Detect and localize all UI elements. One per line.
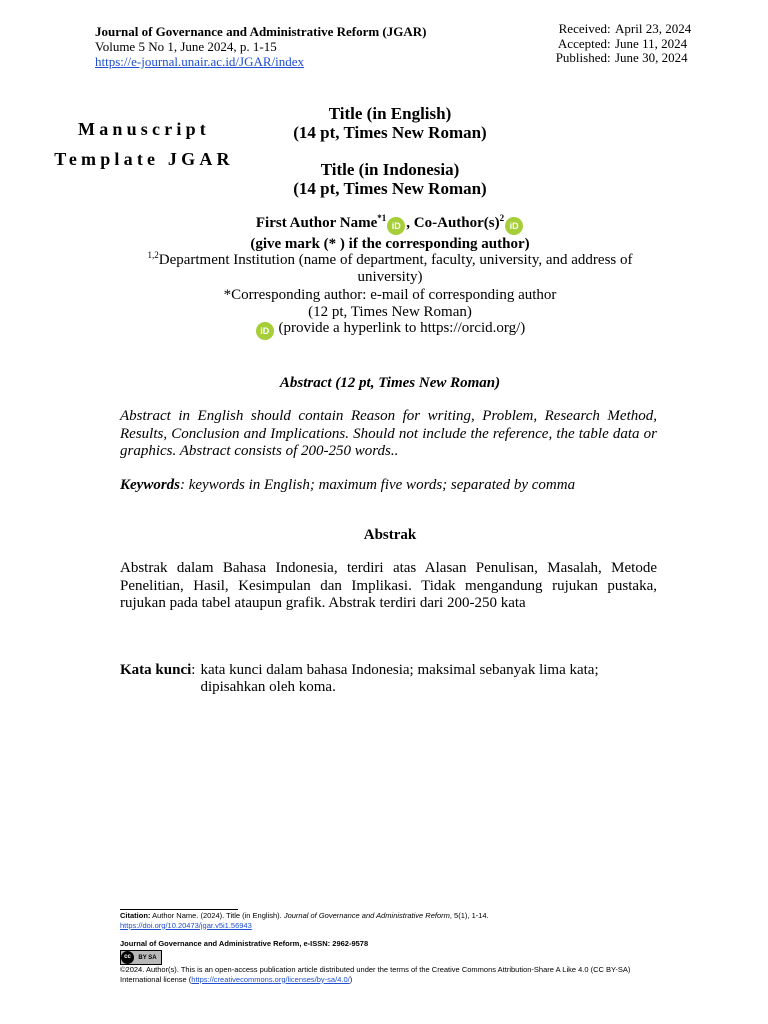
kata-kunci-label: Kata kunci xyxy=(120,662,192,678)
abstrak-body: Abstrak dalam Bahasa Indonesia, terdiri atas Alasan Penulisan, Masalah, Metode Penelitian, Hasil, Kesimpulan dan Implikasi. Tidak mengandung rujukan pustaka, rujukan pada tabel ataupun grafik. Abstrak terdiri dari 200-250 kata xyxy=(120,560,657,611)
footnote-divider xyxy=(120,909,238,910)
keywords-label: Keywords xyxy=(120,477,180,493)
kata-kunci: Kata kunci : kata kunci dalam bahasa Indonesia; maksimal sebanyak lima kata; dipisahkan oleh koma. xyxy=(120,662,660,696)
first-author-name: First Author Name xyxy=(255,215,378,231)
title-indonesia: Title (in Indonesia) (14 pt, Times New Roman) xyxy=(293,160,487,198)
corresponding-mark-note: (give mark (* ) if the corresponding author) xyxy=(250,236,530,252)
published-date: Published : June 30, 2024 xyxy=(555,50,688,65)
kata-kunci-text: kata kunci dalam bahasa Indonesia; maksimal sebanyak lima kata; dipisahkan oleh koma. xyxy=(200,662,599,695)
title-english: Title (in English) (14 pt, Times New Roman) xyxy=(293,104,487,142)
orcid-icon[interactable]: iD xyxy=(505,217,523,235)
issn-line: Journal of Governance and Administrative Reform, e-ISSN: 2962-9578 xyxy=(120,939,369,948)
abstrak-heading: Abstrak xyxy=(363,527,417,543)
keywords-text: : keywords in English; maximum five words; separated by comma xyxy=(180,477,576,493)
affiliation: $^{1,2}$Department Institution (name of department, faculty, university, and address of university) xyxy=(147,250,633,285)
author-line: First Author Name$^{*1}$iD , $Co-Author(s)^2iD$ xyxy=(120,214,660,235)
journal-name: Journal of Governance and Administrative Reform (JGAR) xyxy=(95,24,427,39)
journal-url-link[interactable]: https://e-journal.unair.ac.id/JGAR/index xyxy=(95,54,305,69)
journal-header xyxy=(95,24,426,69)
doi-link[interactable]: https://doi.org/10.20473/jgar.v5i1.56943 xyxy=(120,920,252,930)
license-text: ©2024. Author(s). This is an open-access publication article distributed under the terms of the Creative Commons Attribution-Share A Like 4.0 (CC BY-SA) International license (https://creativecommons.org/licenses/by-sa/4.0/) xyxy=(120,965,631,984)
volume-info: Volume 5 No 1, June 2024, p. 1-15 xyxy=(95,39,277,54)
orcid-icon[interactable]: iD xyxy=(256,322,274,340)
citation: Citation: Author Name. (2024). Title (in English). Journal of Governance and Administrative Reform, 5(1), 1-14. https://doi.org/10.20473/jgar.v5i1.56943 xyxy=(120,911,489,930)
co-author-name: , Co-Author(s) xyxy=(406,215,500,231)
publication-dates xyxy=(542,22,691,66)
accepted-date: Accepted : June 11, 2024 xyxy=(557,35,688,51)
keywords xyxy=(120,477,660,494)
cc-license-icon[interactable]: cc BY SA xyxy=(120,950,162,965)
author-block xyxy=(120,214,660,253)
abstract-body: Abstract in English should contain Reason for writing, Problem, Research Method, Results, Conclusion and Implications. Should not include the reference, the table data or graphics. Abstract consists of 200-250 words.. xyxy=(120,408,657,459)
abstract-heading: Abstract (12 pt, Times New Roman) xyxy=(279,375,501,391)
corresponding-author: *Corresponding author: e-mail of corresponding author (12 pt, Times New Roman) xyxy=(120,287,660,321)
received-date: Received : April 23, 2024 xyxy=(558,21,692,36)
orcid-icon[interactable]: iD xyxy=(387,217,405,235)
manuscript-label: Manuscript Template JGAR xyxy=(54,119,234,169)
font-note: (12 pt, Times New Roman) xyxy=(308,304,472,320)
orcid-note: iD (provide a hyperlink to https://orcid.org/) xyxy=(120,320,660,340)
license-link[interactable]: https://creativecommons.org/licenses/by-sa/4.0/ xyxy=(191,974,350,984)
